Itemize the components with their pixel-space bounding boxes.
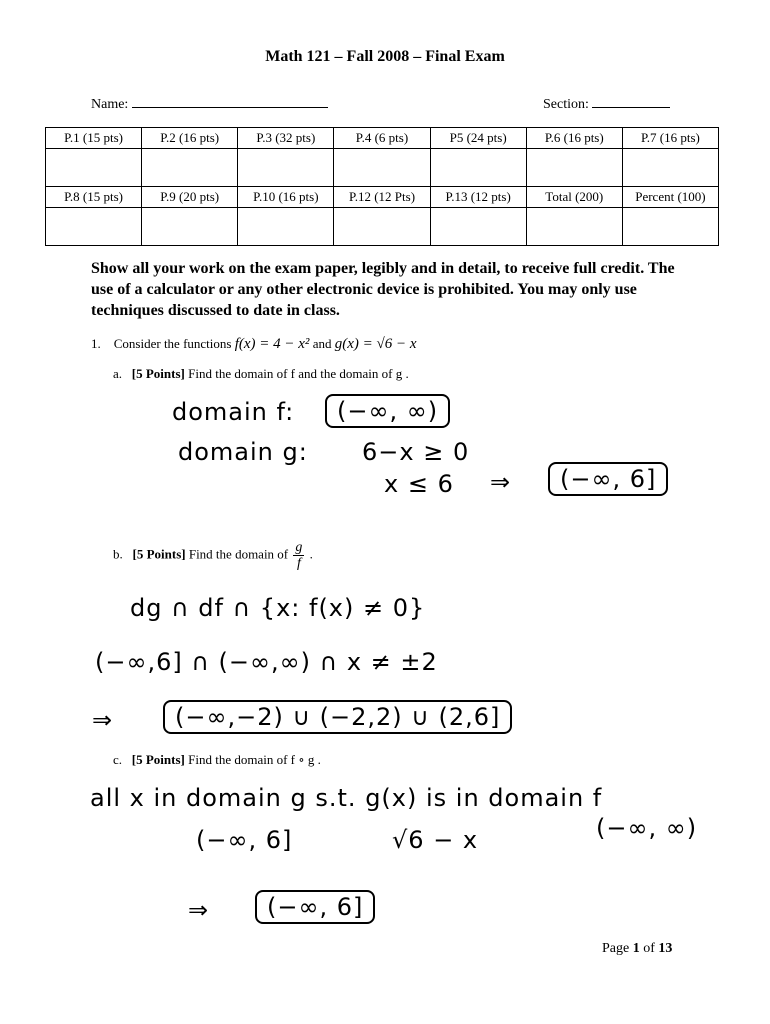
- score-entry-row-2: [46, 208, 719, 246]
- problem-number: 1.: [91, 336, 101, 351]
- handwritten-line: √6 − x: [392, 826, 479, 854]
- and-text: and: [312, 336, 332, 351]
- score-entry-cell[interactable]: [238, 208, 334, 246]
- handwritten-line: (−∞, ∞): [596, 814, 698, 842]
- handwritten-line: all x in domain g s.t. g(x) is in domain f: [90, 784, 603, 812]
- section-label: Section:: [543, 97, 589, 112]
- handwritten-line: x ≤ 6: [384, 470, 454, 498]
- score-entry-cell[interactable]: [142, 149, 238, 187]
- g-over-f-fraction: [293, 540, 304, 571]
- handwritten-line: (−∞, 6]: [196, 826, 293, 854]
- score-entry-cell[interactable]: [526, 208, 622, 246]
- period: .: [309, 546, 313, 562]
- prompt-text: Find the domain of f ∘ g .: [188, 752, 321, 767]
- page-total: 13: [658, 941, 673, 956]
- score-header-cell: P.6 (16 pts): [526, 128, 622, 149]
- handwritten-line: domain f:: [172, 398, 295, 426]
- prompt-text: Find the domain of: [188, 546, 289, 562]
- score-entry-cell[interactable]: [238, 149, 334, 187]
- handwritten-boxed-answer: (−∞, ∞): [325, 394, 450, 428]
- part-letter: c.: [113, 752, 123, 767]
- handwritten-line: (−∞,6] ∩ (−∞,∞) ∩ x ≠ ±2: [95, 648, 438, 676]
- problem-intro: Consider the functions: [113, 336, 232, 351]
- score-entry-cell[interactable]: [334, 208, 430, 246]
- prompt-text: Find the domain of f and the domain of g .: [188, 366, 409, 381]
- score-header-cell: Total (200): [526, 187, 622, 208]
- exam-title: Math 121 – Fall 2008 – Final Exam: [265, 48, 505, 65]
- score-header-cell: P.4 (6 pts): [334, 128, 430, 149]
- f-definition: f(x) = 4 − x²: [234, 336, 310, 352]
- handwritten-boxed-answer: (−∞,−2) ∪ (−2,2) ∪ (2,6]: [163, 700, 512, 734]
- score-header-cell: P.3 (32 pts): [238, 128, 334, 149]
- name-label: Name:: [91, 97, 129, 112]
- page-number: 1: [632, 941, 640, 956]
- problem-1-statement: [91, 336, 417, 353]
- score-table: [45, 127, 719, 246]
- score-header-cell: P.10 (16 pts): [238, 187, 334, 208]
- score-entry-cell[interactable]: [46, 149, 142, 187]
- score-header-cell: P.12 (12 Pts): [334, 187, 430, 208]
- points-label: [5 Points]: [132, 546, 186, 562]
- score-header-cell: Percent (100): [622, 187, 718, 208]
- page-of: of: [643, 941, 655, 956]
- score-header-cell: P.13 (12 pts): [430, 187, 526, 208]
- handwritten-boxed-answer: (−∞, 6]: [548, 462, 668, 496]
- instructions: Show all your work on the exam paper, legibly and in detail, to receive full credit. The use of a calculator or any other electronic device is prohibited. You may only use techniques discussed to date in class.: [91, 260, 675, 319]
- score-entry-cell[interactable]: [334, 149, 430, 187]
- score-entry-row-1: [46, 149, 719, 187]
- score-entry-cell[interactable]: [46, 208, 142, 246]
- points-label: [5 Points]: [131, 366, 185, 381]
- part-letter: b.: [113, 546, 123, 562]
- handwritten-arrow: ⇒: [92, 706, 114, 734]
- score-entry-cell[interactable]: [622, 149, 718, 187]
- page-label: Page: [602, 941, 630, 956]
- handwritten-arrow: ⇒: [188, 896, 210, 924]
- score-header-row-1: [46, 128, 719, 149]
- score-entry-cell[interactable]: [526, 149, 622, 187]
- part-letter: a.: [113, 366, 123, 381]
- handwritten-line: 6−x ≥ 0: [362, 438, 470, 466]
- score-header-cell: P.9 (20 pts): [142, 187, 238, 208]
- part-a-prompt: [113, 366, 409, 382]
- score-entry-cell[interactable]: [142, 208, 238, 246]
- score-header-row-2: [46, 187, 719, 208]
- section-field[interactable]: [543, 93, 670, 113]
- name-field[interactable]: [91, 93, 328, 113]
- score-header-cell: P.1 (15 pts): [46, 128, 142, 149]
- page-footer: [602, 941, 672, 957]
- handwritten-boxed-answer: (−∞, 6]: [255, 890, 375, 924]
- score-entry-cell[interactable]: [622, 208, 718, 246]
- handwritten-line: dg ∩ df ∩ {x: f(x) ≠ 0}: [130, 594, 426, 622]
- handwritten-arrow: ⇒: [490, 468, 512, 496]
- score-header-cell: P.8 (15 pts): [46, 187, 142, 208]
- name-blank[interactable]: [132, 93, 328, 108]
- score-header-cell: P.2 (16 pts): [142, 128, 238, 149]
- part-b-prompt: [113, 540, 313, 571]
- g-definition: g(x) = √6 − x: [334, 336, 417, 352]
- handwritten-line: domain g:: [178, 438, 308, 466]
- points-label: [5 Points]: [131, 752, 185, 767]
- score-entry-cell[interactable]: [430, 149, 526, 187]
- fraction-numerator: g: [295, 540, 303, 555]
- part-c-prompt: [113, 752, 321, 768]
- score-header-cell: P5 (24 pts): [430, 128, 526, 149]
- section-blank[interactable]: [592, 93, 670, 108]
- fraction-denominator: f: [296, 556, 301, 571]
- score-entry-cell[interactable]: [430, 208, 526, 246]
- score-header-cell: P.7 (16 pts): [622, 128, 718, 149]
